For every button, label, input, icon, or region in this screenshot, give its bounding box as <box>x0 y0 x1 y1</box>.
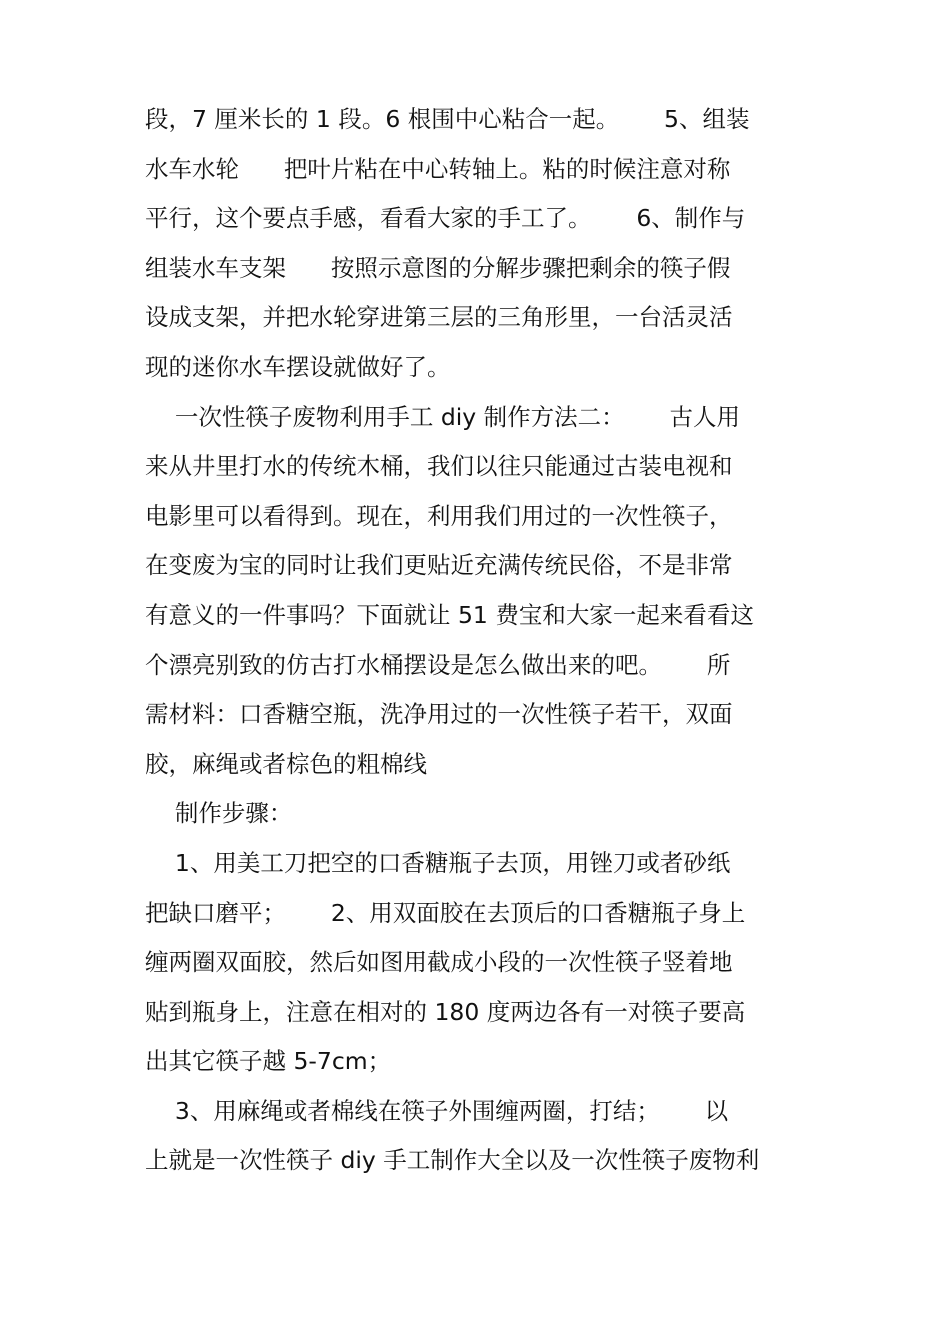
text-line: 制作步骤： <box>145 799 293 828</box>
body-text <box>145 95 805 1186</box>
text-line: 段，7 厘米长的 1 段。6 根围中心粘合一起。 5、组装 <box>145 105 750 133</box>
text-line: 电影里可以看得到。现在，利用我们用过的一次性筷子， <box>145 501 733 530</box>
text-line: 3、用麻绳或者棉线在筷子外围缠两圈，打结； 以 <box>145 1096 729 1125</box>
text-line: 组装水车支架 按照示意图的分解步骤把剩余的筷子假 <box>145 253 731 282</box>
text-line: 把缺口磨平； 2、用双面胶在去顶后的口香糖瓶子身上 <box>145 898 746 927</box>
text-line: 在变废为宝的同时让我们更贴近充满传统民俗，不是非常 <box>145 551 733 580</box>
text-line: 贴到瓶身上，注意在相对的 180 度两边各有一对筷子要高 <box>145 997 746 1026</box>
text-line: 1、用美工刀把空的口香糖瓶子去顶，用锉刀或者砂纸 <box>145 848 731 877</box>
text-line: 出其它筷子越 5-7cm； <box>145 1047 392 1076</box>
text-line: 平行，这个要点手感，看看大家的手工了。 6、制作与 <box>145 204 746 233</box>
text-line: 一次性筷子废物利用手工 diy 制作方法二： 古人用 <box>145 402 740 431</box>
text-line: 现的迷你水车摆设就做好了。 <box>145 352 451 381</box>
text-line: 来从井里打水的传统木桶，我们以往只能通过古装电视和 <box>145 452 733 481</box>
text-line: 设成支架，并把水轮穿进第三层的三角形里，一台活灵活 <box>145 303 733 332</box>
text-line: 需材料：口香糖空瓶，洗净用过的一次性筷子若干，双面 <box>145 700 733 729</box>
text-line: 有意义的一件事吗？下面就让 51 费宝和大家一起来看看这 <box>145 600 754 629</box>
text-line: 缠两圈双面胶，然后如图用截成小段的一次性筷子竖着地 <box>145 948 733 977</box>
text-line: 胶，麻绳或者棕色的粗棉线 <box>145 749 427 778</box>
text-line: 个漂亮别致的仿古打水桶摆设是怎么做出来的吧。 所 <box>145 650 731 679</box>
text-line: 上就是一次性筷子 diy 手工制作大全以及一次性筷子废物利 <box>145 1146 760 1175</box>
text-line: 水车水轮 把叶片粘在中心转轴上。粘的时候注意对称 <box>145 154 731 183</box>
